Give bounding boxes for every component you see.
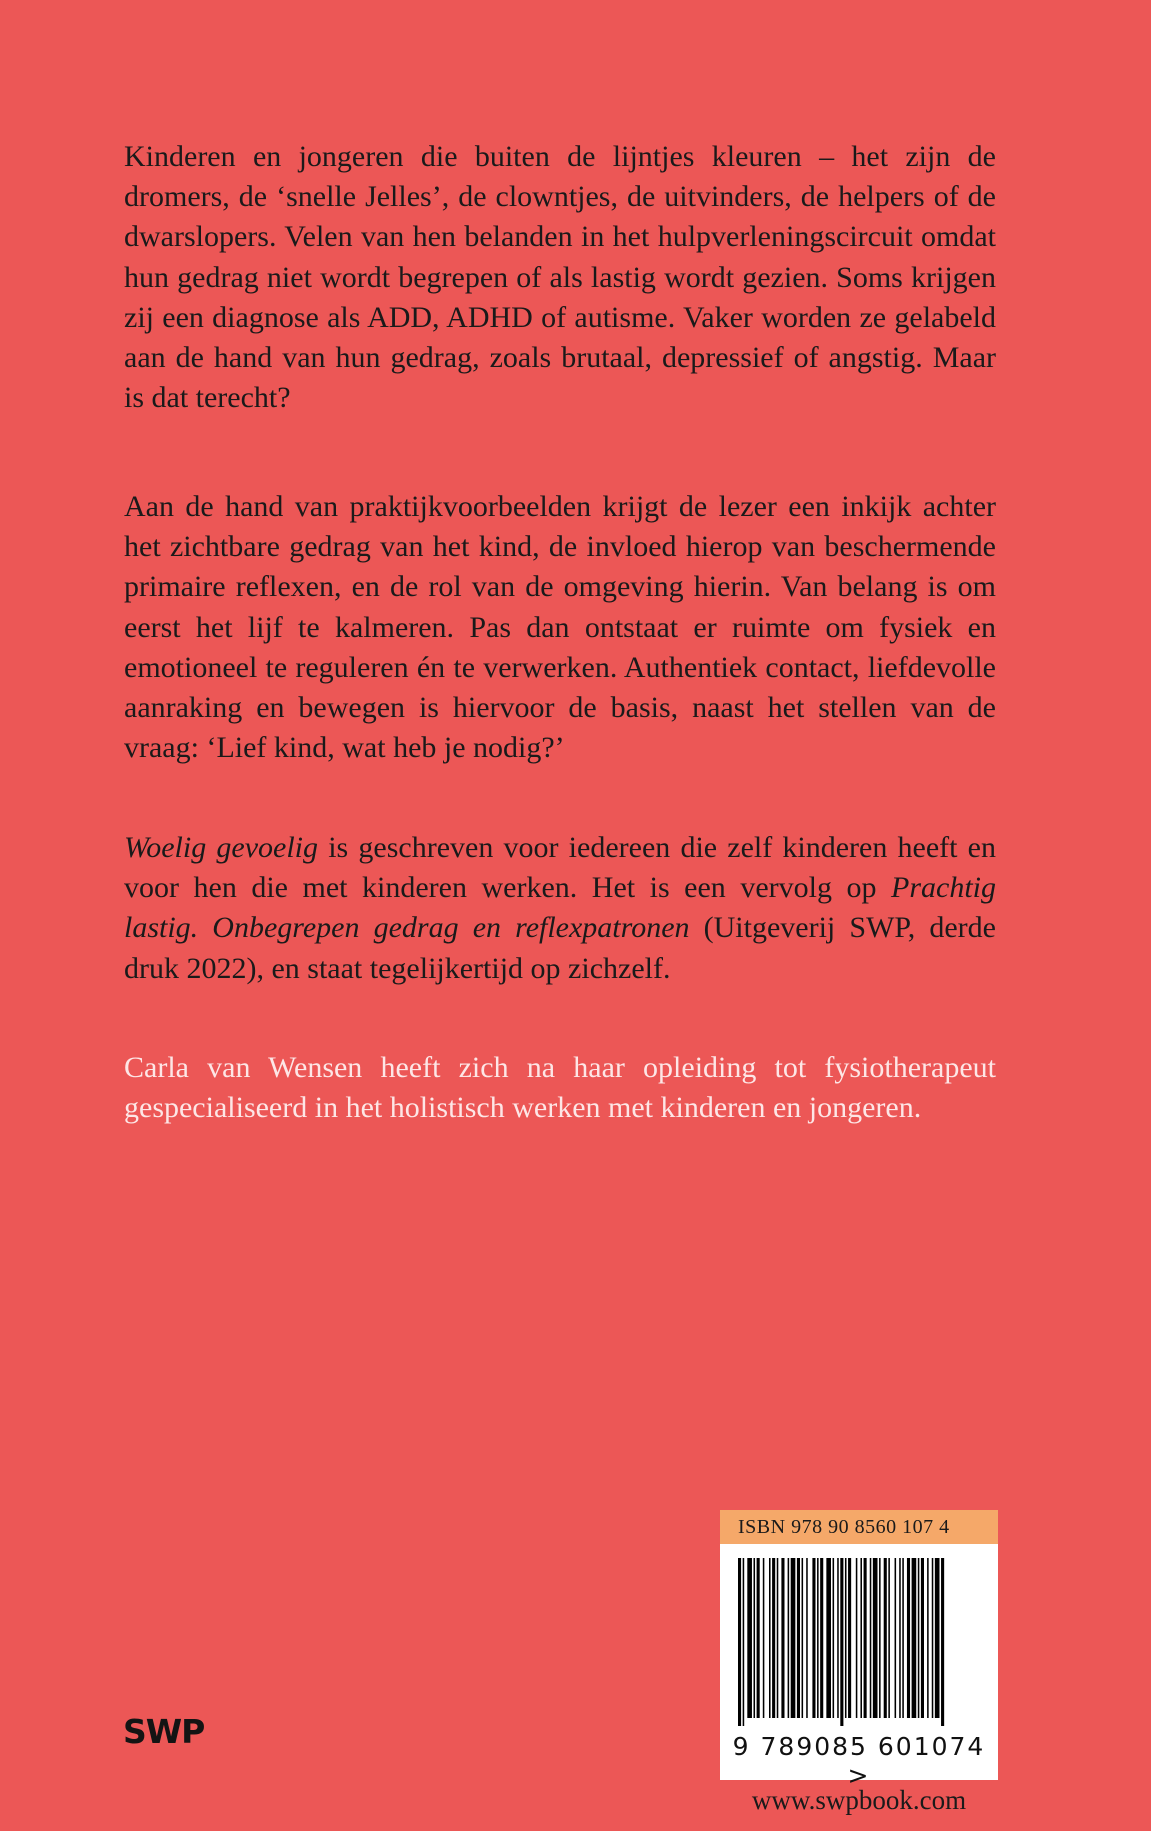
book-title-woelig-gevoelig: Woelig gevoelig xyxy=(124,831,319,864)
book-title-prachtig-lastig: Prachtig lastig. Onbegrepen gedrag en reflexpatronen xyxy=(124,871,996,945)
author-bio: Carla van Wensen heeft zich na haar opleiding tot fysiotherapeut gespecialiseerd in het holistisch werken met kinderen en jongeren. xyxy=(124,1051,996,1125)
paragraph-3-text-2: (Uitgeverij SWP, derde druk 2022), en staat tegelijkertijd op zichzelf. xyxy=(124,911,996,985)
barcode-area xyxy=(720,1544,998,1790)
isbn-barcode-box xyxy=(720,1510,998,1790)
website-url: www.swpbook.com xyxy=(751,1785,967,1815)
barcode-number: 9 789085 601074 > xyxy=(732,1732,986,1790)
isbn-label: ISBN 978 90 8560 107 4 xyxy=(720,1510,998,1544)
paragraph-3-text-1: is geschreven voor iedereen die zelf kinderen heeft en voor hen die met kinderen werken. Het is een vervolg op xyxy=(124,831,996,905)
description-paragraph-3 xyxy=(124,828,996,989)
description-paragraph-2: Aan de hand van praktijkvoorbeelden krijgt de lezer een inkijk achter het zichtbare gedrag van het kind, de invloed hierop van beschermende primaire reflexen, en de rol van de omgeving hierin. Van belang is om eerst het lijf te kalmeren. Pas dan ontstaat er ruimte om fysiek en emotioneel te reguleren én te verwerken. Authentiek contact, liefdevolle aanraking en bewegen is hiervoor de basis, naast het stellen van de vraag: ‘Lief kind, wat heb je nodig?’ xyxy=(124,490,996,765)
description-paragraph-1: Kinderen en jongeren die buiten de lijntjes kleuren – het zijn de dromers, de ‘snelle Jelles’, de clowntjes, de uitvinders, de helpers of de dwarslopers. Velen van hen belanden in het hulpverleningscircuit omdat hun gedrag niet wordt begrepen of als lastig wordt gezien. Soms krijgen zij een diagnose als ADD, ADHD of autisme. Vaker worden ze gelabeld aan de hand van hun gedrag, zoals brutaal, depressief of angstig. Maar is dat terecht? xyxy=(124,140,996,415)
publisher-logo: SWP xyxy=(123,1712,205,1751)
